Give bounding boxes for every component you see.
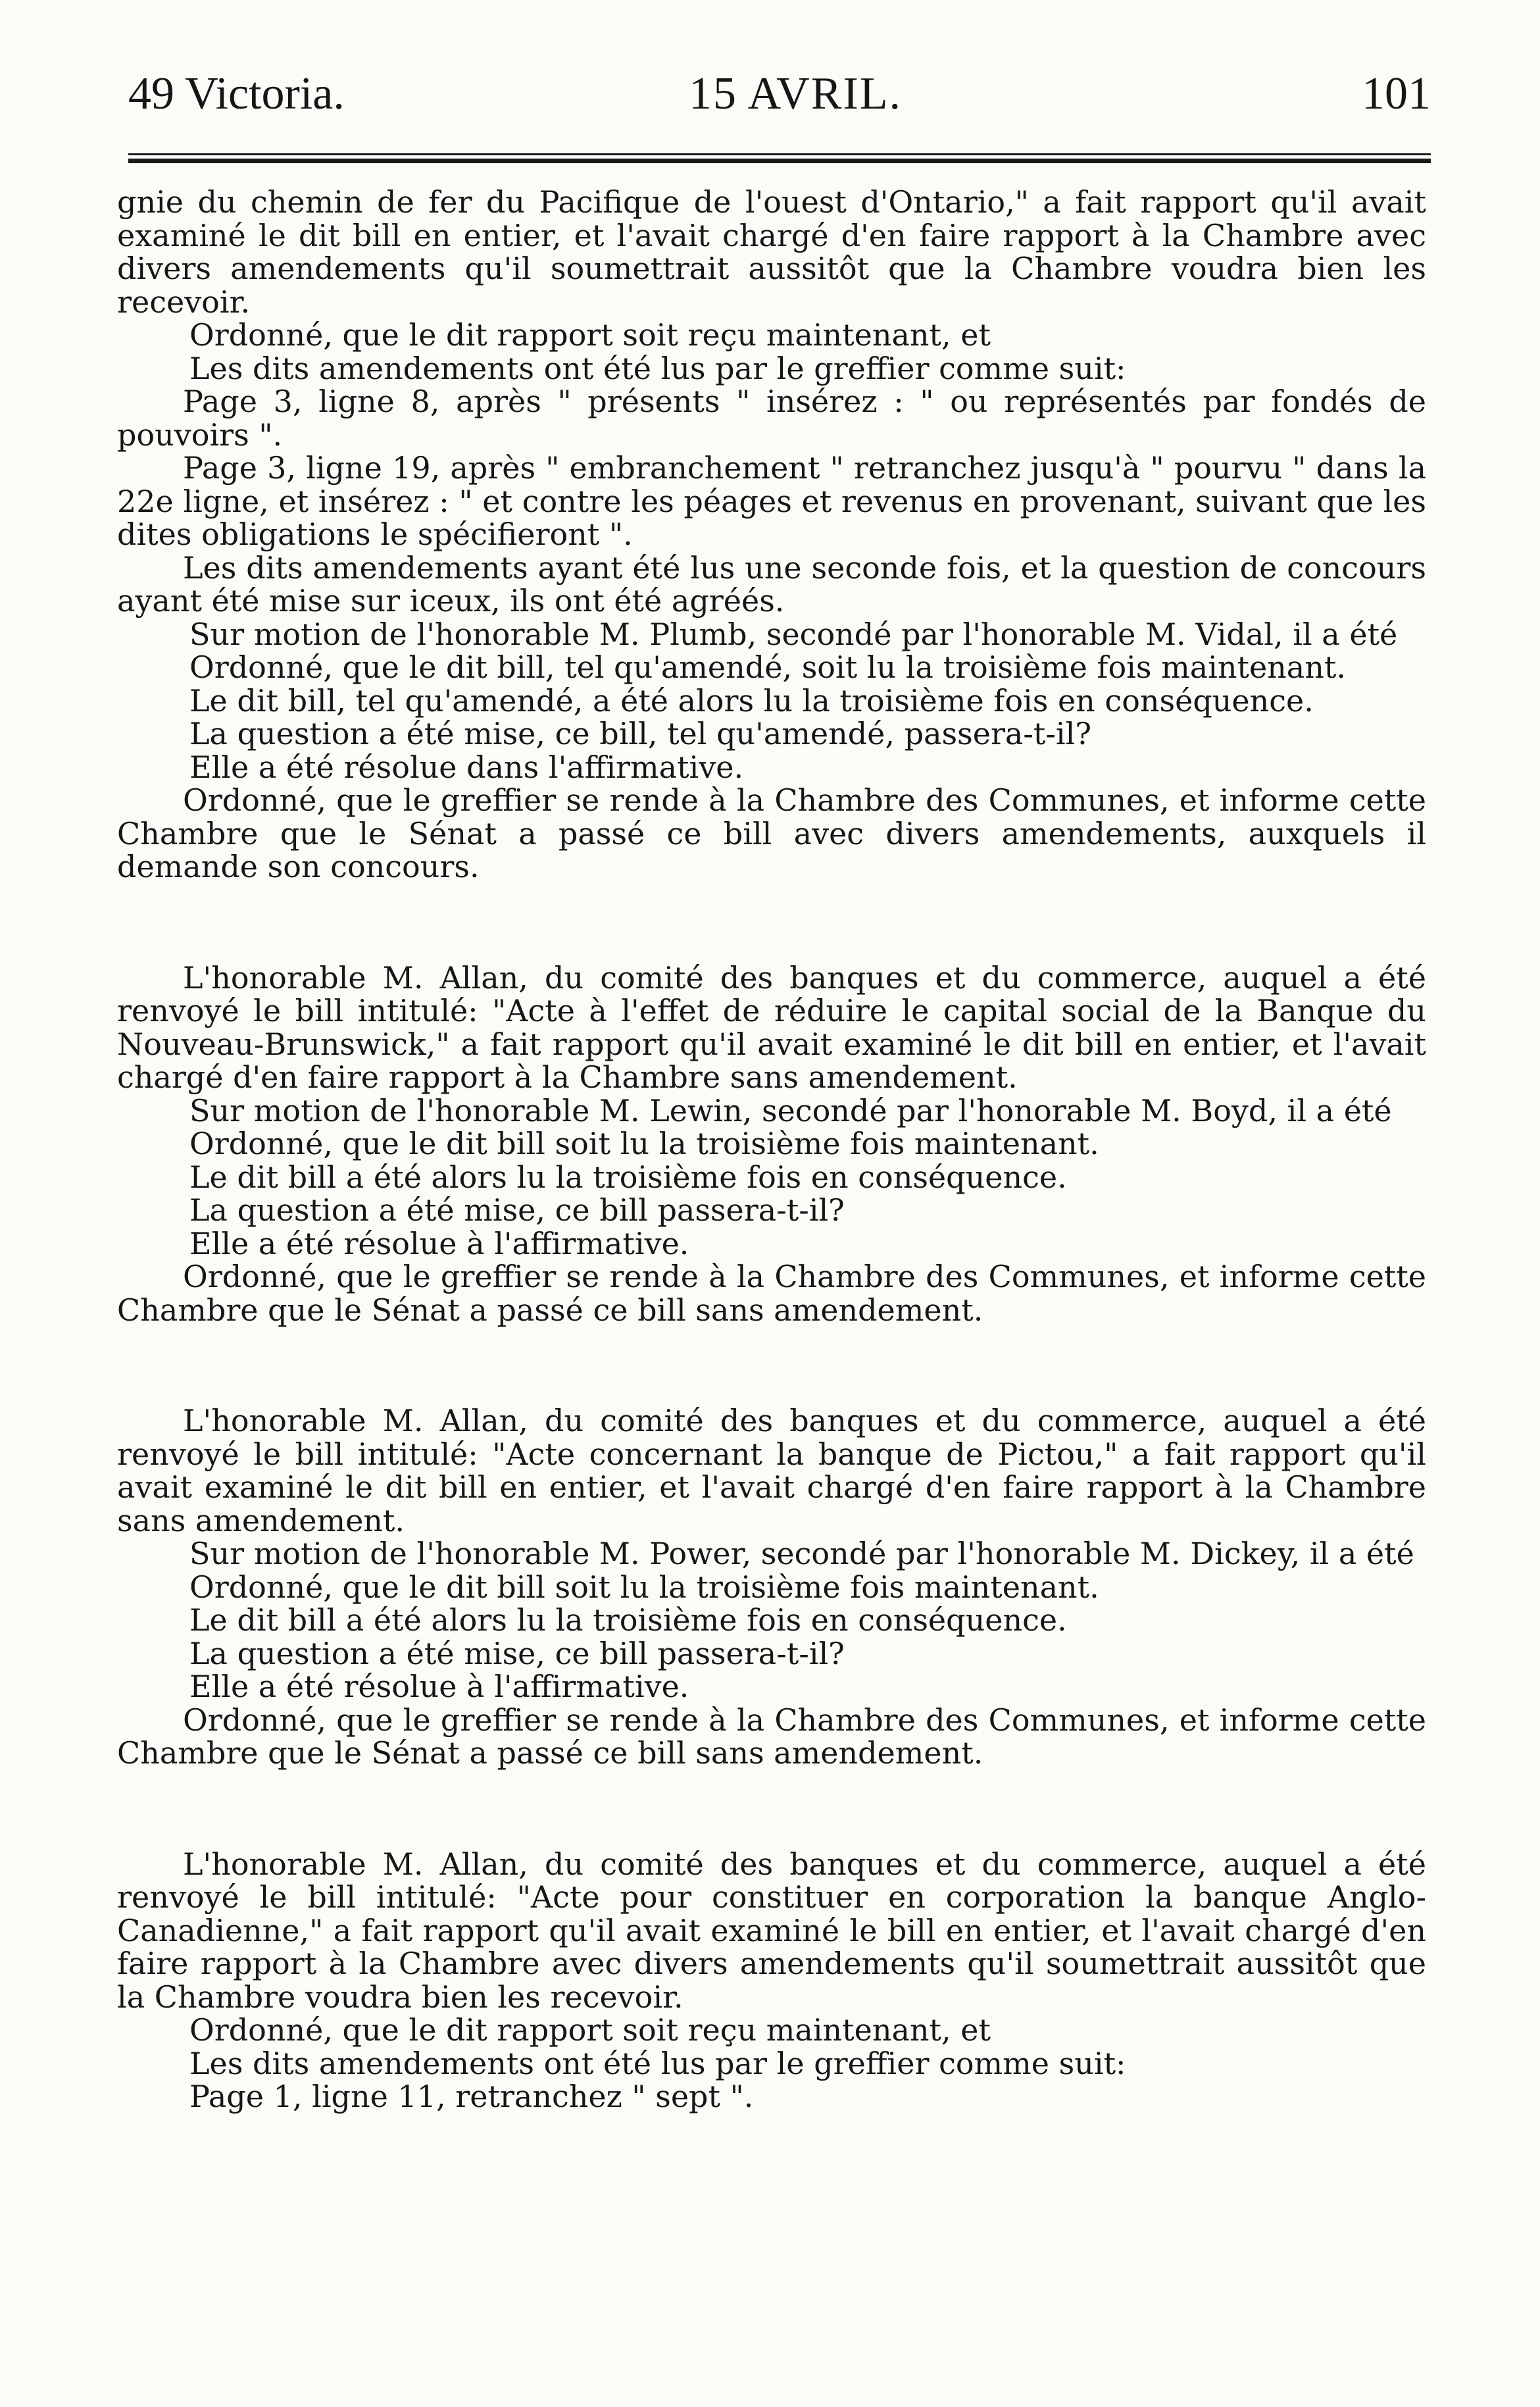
header-date: 15 AVRIL. (689, 68, 902, 119)
section-3-para-1: L'honorable M. Allan, du comité des banques et du commerce, auquel a été renvoyé le bill intitulé: "Acte concernant la banque de Pictou," a fait rapport qu'il avait examiné le dit bill en entier, et l'avait chargé d'en faire rapport à la Chambre sans amendement. (117, 1403, 1426, 1538)
section-gap (117, 1770, 1426, 1848)
section-2-para-1: L'honorable M. Allan, du comité des banques et du commerce, auquel a été renvoyé le bill intitulé: "Acte à l'effet de réduire le capital social de la Banque du Nouveau-Brunswick," a fait rapport qu'il avait examiné le dit bill en entier, et l'avait chargé d'en faire rapport à la Chambre sans amendement. (117, 959, 1426, 1095)
section-1-line-2: Ordonné, que le dit rapport soit reçu maintenant, et (189, 317, 991, 353)
section-1-line-4: Page 3, ligne 8, après " présents " insérez : " ou représentés par fondés de pouvoirs ". (117, 384, 1426, 453)
section-1-line-6: Les dits amendements ayant été lus une seconde fois, et la question de concours ayant été mise sur iceux, ils ont été agréés. (117, 549, 1426, 619)
page-number: 101 (1362, 68, 1431, 119)
section-4-line-2: Ordonné, que le dit rapport soit reçu maintenant, et (189, 2012, 991, 2048)
section-2-line-4: Le dit bill a été alors lu la troisième fois en conséquence. (189, 1159, 1067, 1195)
section-4-para-1: L'honorable M. Allan, du comité des banques et du commerce, auquel a été renvoyé le bill intitulé: "Acte pour constituer en corporation la banque Anglo-Canadienne," a fait rapport qu'il avait examiné le bill en entier, et l'avait chargé d'en faire rapport à la Chambre avec divers amendements qu'il soumettrait aussitôt que la Chambre voudra bien les recevoir. (117, 1846, 1426, 2015)
section-1-line-10: La question a été mise, ce bill, tel qu'amendé, passera-t-il? (189, 716, 1092, 751)
section-gap (117, 1327, 1426, 1404)
section-2-line-3: Ordonné, que le dit bill soit lu la troisième fois maintenant. (189, 1126, 1099, 1161)
section-2-line-2: Sur motion de l'honorable M. Lewin, secondé par l'honorable M. Boyd, il a été (189, 1092, 1392, 1128)
section-1-para-1: gnie du chemin de fer du Pacifique de l'ouest d'Ontario," a fait rapport qu'il avait examiné le dit bill en entier, et l'avait chargé d'en faire rapport à la Chambre avec divers amendements qu'il soumettrait aussitôt que la Chambre voudra bien les recevoir. (117, 184, 1426, 320)
header-rule-thin (128, 153, 1431, 155)
section-4-line-4: Page 1, ligne 11, retranchez " sept ". (189, 2079, 754, 2114)
section-3-line-3: Ordonné, que le dit bill soit lu la troisième fois maintenant. (189, 1569, 1099, 1605)
section-3-line-5: La question a été mise, ce bill passera-t-il? (189, 1635, 845, 1671)
section-1-line-11: Elle a été résolue dans l'affirmative. (189, 749, 744, 785)
document-body (117, 186, 1426, 2114)
section-1-line-8: Ordonné, que le dit bill, tel qu'amendé, soit lu la troisième fois maintenant. (189, 649, 1346, 685)
section-3-line-4: Le dit bill a été alors lu la troisième fois en conséquence. (189, 1602, 1067, 1638)
page-header (128, 64, 1437, 124)
section-3-line-2: Sur motion de l'honorable M. Power, secondé par l'honorable M. Dickey, il a été (189, 1536, 1414, 1571)
section-gap (117, 884, 1426, 961)
section-3-line-6: Elle a été résolue à l'affirmative. (189, 1669, 689, 1704)
section-4-line-3: Les dits amendements ont été lus par le greffier comme suit: (189, 2045, 1126, 2081)
section-1-line-5: Page 3, ligne 19, après " embranchement " retranchez jusqu'à " pourvu " dans la 22e ligne, et insérez : " et contre les péages et revenus en provenant, suivant que les dites obligations le spécifieront ". (117, 450, 1426, 552)
section-1-line-9: Le dit bill, tel qu'amendé, a été alors lu la troisième fois en conséquence. (189, 682, 1314, 719)
section-3-line-7: Ordonné, que le greffier se rende à la Chambre des Communes, et informe cette Chambre que le Sénat a passé ce bill sans amendement. (117, 1702, 1426, 1771)
header-session: 49 Victoria. (128, 68, 345, 119)
section-1-line-7: Sur motion de l'honorable M. Plumb, secondé par l'honorable M. Vidal, il a été (189, 616, 1398, 652)
section-2-line-7: Ordonné, que le greffier se rende à la Chambre des Communes, et informe cette Chambre que le Sénat a passé ce bill sans amendement. (117, 1259, 1426, 1328)
section-1-line-12: Ordonné, que le greffier se rende à la Chambre des Communes, et informe cette Chambre que le Sénat a passé ce bill avec divers amendements, auxquels il demande son concours. (117, 782, 1426, 884)
section-2-line-5: La question a été mise, ce bill passera-t-il? (189, 1192, 845, 1228)
section-2-line-6: Elle a été résolue à l'affirmative. (189, 1225, 689, 1261)
header-rule-thick (128, 159, 1431, 163)
section-1-line-3: Les dits amendements ont été lus par le greffier comme suit: (189, 350, 1126, 386)
